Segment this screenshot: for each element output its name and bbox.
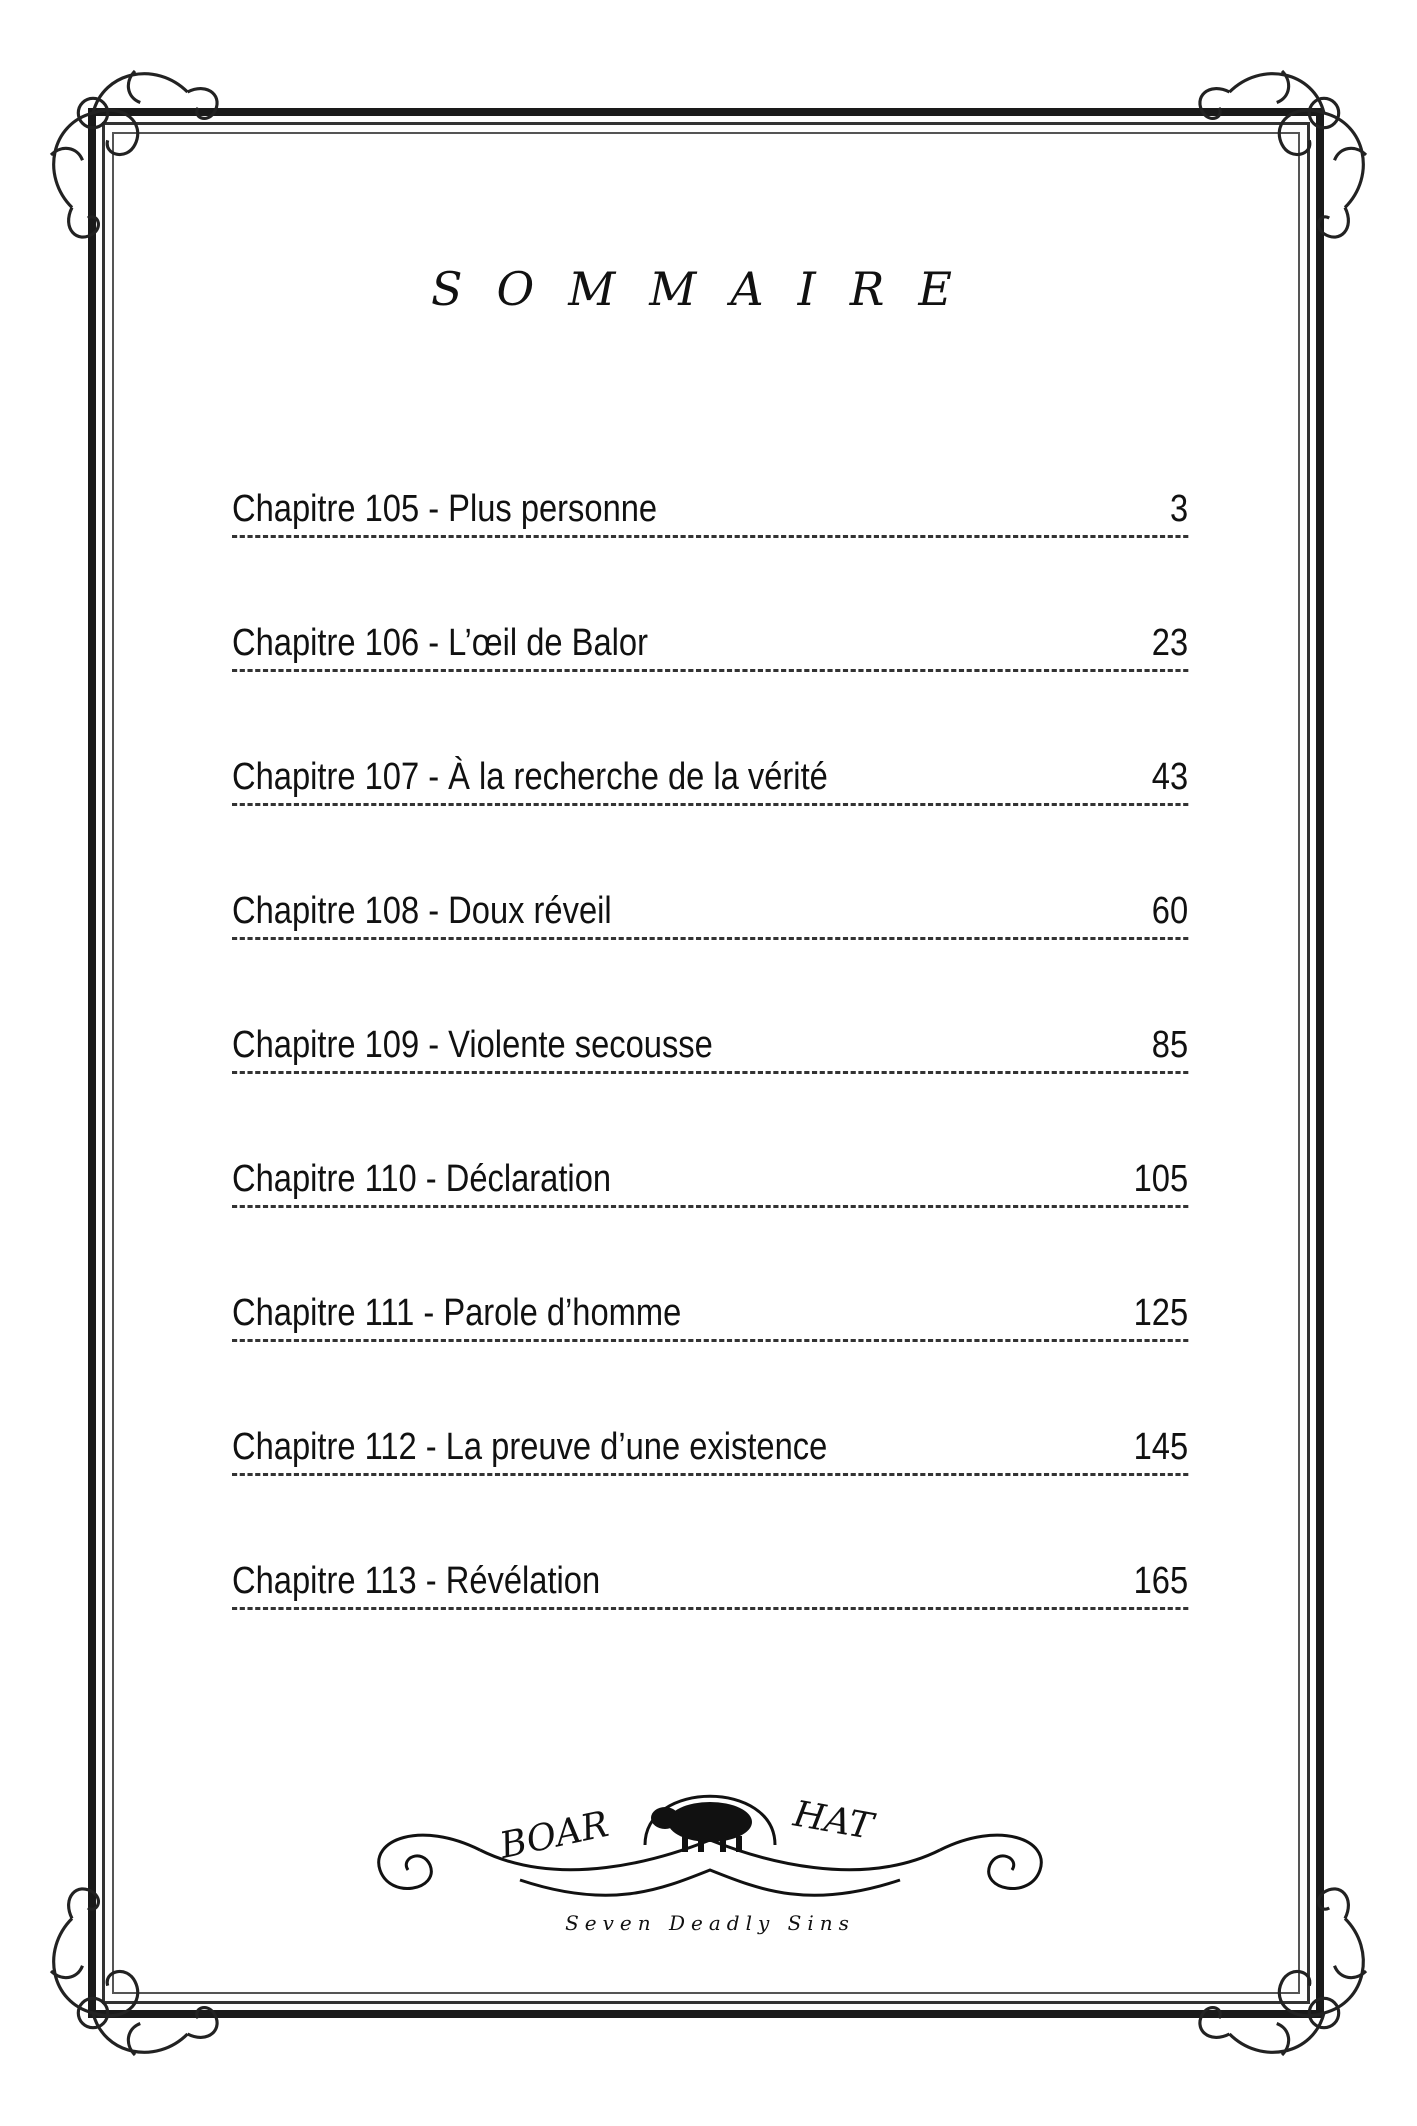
ornament-corner-bottom-right-icon bbox=[1177, 1866, 1387, 2076]
boar-hat-logo bbox=[360, 1740, 1060, 1970]
toc-entry-page: 3 bbox=[1169, 488, 1189, 530]
toc-entry-title: Chapitre 111 - Parole d’homme bbox=[232, 1292, 682, 1334]
toc-entry-title: Chapitre 107 - À la recherche de la vérité bbox=[232, 756, 828, 798]
toc-entry bbox=[232, 806, 1188, 940]
ornament-corner-top-right-icon bbox=[1177, 50, 1387, 260]
toc-entry-page: 23 bbox=[1151, 622, 1189, 664]
boar-icon bbox=[651, 1802, 752, 1852]
toc-entry-page: 43 bbox=[1151, 756, 1189, 798]
ornament-corner-bottom-left-icon bbox=[30, 1866, 240, 2076]
page-title: SOMMAIRE bbox=[430, 262, 987, 316]
toc-entry bbox=[232, 672, 1188, 806]
logo-right-text: HAT bbox=[790, 1793, 876, 1848]
toc-entry-page: 125 bbox=[1133, 1292, 1189, 1334]
toc-entry-page: 165 bbox=[1133, 1560, 1189, 1602]
logo-swirl-right-icon bbox=[940, 1835, 1041, 1888]
toc-entry bbox=[232, 538, 1188, 672]
toc-entry-title: Chapitre 110 - Déclaration bbox=[232, 1158, 612, 1200]
toc-entry-title: Chapitre 108 - Doux réveil bbox=[232, 890, 612, 932]
toc-entry-page: 85 bbox=[1151, 1024, 1189, 1066]
toc-entry bbox=[232, 1208, 1188, 1342]
toc-entry-page: 145 bbox=[1133, 1426, 1189, 1468]
ornament-corner-top-left-icon bbox=[30, 50, 240, 260]
toc-entry-page: 105 bbox=[1133, 1158, 1189, 1200]
toc-entry bbox=[232, 940, 1188, 1074]
logo-left-text: BOAR bbox=[496, 1803, 613, 1867]
toc-entry-title: Chapitre 109 - Violente secousse bbox=[232, 1024, 713, 1066]
toc-entry-title: Chapitre 105 - Plus personne bbox=[232, 488, 658, 530]
toc-entry bbox=[232, 1476, 1188, 1610]
toc-entry-title: Chapitre 106 - L’œil de Balor bbox=[232, 622, 648, 664]
toc-entry bbox=[232, 1342, 1188, 1476]
table-of-contents bbox=[232, 480, 1188, 1610]
toc-entry-page: 60 bbox=[1151, 890, 1189, 932]
toc-entry-title: Chapitre 113 - Révélation bbox=[232, 1560, 601, 1602]
logo-subtitle: Seven Deadly Sins bbox=[565, 1911, 855, 1935]
toc-entry bbox=[232, 1074, 1188, 1208]
toc-entry bbox=[232, 480, 1188, 538]
logo-swirl-left-icon bbox=[379, 1835, 480, 1888]
toc-entry-title: Chapitre 112 - La preuve d’une existence bbox=[232, 1426, 828, 1468]
